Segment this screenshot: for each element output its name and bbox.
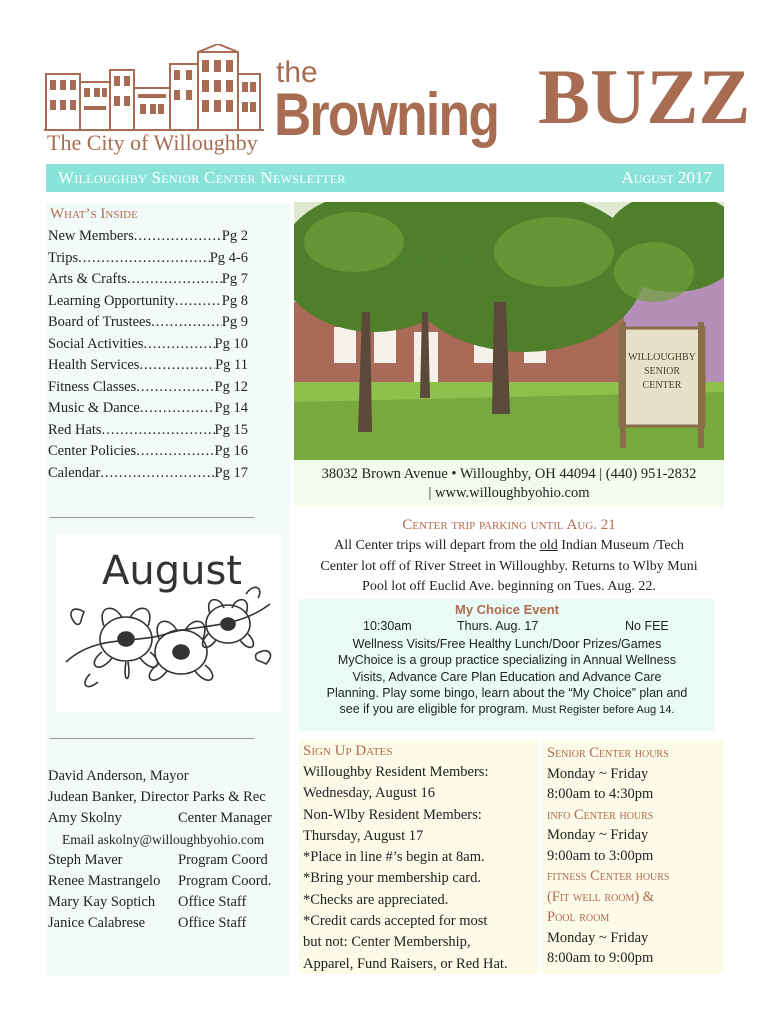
toc-item: [48, 334, 248, 356]
event-time: 10:30am: [363, 619, 412, 633]
center-hours-box: [542, 740, 724, 974]
address-box: [294, 460, 724, 506]
staff-name: Steph Maver: [48, 852, 123, 868]
sign-up-line: Thursday, August 17: [303, 827, 424, 844]
toc-title: Red Hats: [48, 421, 102, 438]
my-choice-title: My Choice Event: [454, 602, 560, 617]
staff-role: Office Staff: [178, 894, 247, 910]
trip-text: All Center trips will depart from the: [334, 538, 540, 553]
divider: [50, 738, 254, 739]
staff-email[interactable]: Email askolny@willoughbyohio.com: [62, 832, 265, 847]
toc-page: Pg 17: [214, 464, 248, 481]
toc-item: [48, 291, 248, 313]
choice-text: MyChoice is a group practice specializing in Annual Wellness: [337, 653, 677, 668]
choice-text: Planning. Play some bingo, learn about the “My Choice” plan and: [326, 685, 688, 700]
fitness-hours-heading: (Fit well room) &: [547, 888, 655, 905]
staff-row: [48, 892, 292, 913]
address-line: 38032 Brown Avenue • Willoughby, OH 44094 | (440) 951-2832: [321, 466, 697, 482]
staff-role: Program Coord: [178, 852, 268, 868]
toc-title: Social Activities: [48, 335, 144, 352]
staff-row: [48, 787, 292, 808]
hours-time: 9:00am to 3:00pm: [547, 847, 654, 864]
my-choice-event-box: [299, 599, 715, 731]
register-note: Must Register before Aug 14.: [532, 704, 675, 717]
sign-up-heading: Sign Up Dates: [303, 743, 393, 759]
trip-old-word: old: [539, 538, 558, 553]
toc-title: Music & Dance: [48, 400, 140, 416]
fitness-hours-heading: Pool room: [547, 909, 610, 925]
toc-item: [48, 463, 248, 485]
toc-title: Calendar: [48, 464, 101, 481]
trip-text: Indian Museum /Tech: [557, 538, 684, 553]
toc-item: [48, 377, 248, 399]
sign-up-line: Apparel, Fund Raisers, or Red Hat.: [303, 955, 508, 972]
toc-item: [48, 248, 248, 270]
website-link[interactable]: | www.willoughbyohio.com: [428, 485, 590, 501]
toc-title: Health Services: [48, 357, 140, 373]
senior-center-photo: [294, 202, 724, 460]
toc-title: New Members: [48, 228, 134, 244]
toc-page: Pg 14: [214, 400, 248, 416]
staff-row: [48, 766, 292, 787]
toc-page: Pg 12: [214, 378, 248, 395]
toc-title: Arts & Crafts: [48, 271, 127, 287]
trip-text: Pool lot off Euclid Ave. beginning on Tues. Aug. 22.: [362, 579, 656, 594]
sign-line-1: WILLOUGHBY: [628, 352, 696, 363]
fitness-hours-heading: fitness Center hours: [547, 868, 670, 884]
toc-title: Board of Trustees: [48, 314, 152, 330]
staff-row: [48, 913, 292, 934]
sign-up-line: *Credit cards accepted for most: [303, 913, 488, 930]
flowers-icon: [56, 534, 282, 712]
sign-up-line: *Bring your membership card.: [303, 870, 481, 887]
sign-up-dates-box: [299, 740, 539, 974]
toc-item: [48, 398, 248, 420]
choice-text: see if you are eligible for program.: [339, 702, 532, 717]
newsletter-date: August 2017: [621, 168, 712, 187]
toc-item: [48, 226, 248, 248]
left-column: [46, 204, 290, 976]
sign-up-line: *Checks are appreciated.: [303, 891, 449, 908]
sign-line-3: CENTER: [642, 380, 682, 391]
hours-time: 8:00am to 9:00pm: [547, 950, 654, 966]
toc-item: [48, 269, 248, 291]
senior-hours-heading: Senior Center hours: [547, 745, 669, 761]
sign-up-line: Non-Wlby Resident Members:: [303, 806, 482, 823]
toc-page: Pg 11: [215, 357, 248, 373]
toc-item: [48, 420, 248, 442]
table-of-contents: [48, 226, 248, 484]
toc-page: Pg 16: [214, 443, 248, 459]
trip-parking-heading: Center trip parking until Aug. 21: [402, 517, 616, 533]
hours-days: Monday ~ Friday: [547, 929, 649, 946]
toc-page: Pg 9: [221, 314, 248, 330]
toc-item: [48, 312, 248, 334]
divider: [50, 517, 254, 518]
event-date: Thurs. Aug. 17: [457, 619, 539, 633]
choice-text: Wellness Visits/Free Healthy Lunch/Door Prizes/Games: [352, 637, 662, 651]
choice-text: Visits, Advance Care Plan Education and Advance Care: [352, 669, 662, 684]
staff-row: [48, 871, 292, 892]
address-text: [294, 465, 724, 503]
sign-line-2: SENIOR: [643, 366, 681, 377]
staff-row: [48, 850, 292, 871]
toc-page: Pg 4-6: [209, 249, 248, 266]
staff-name: Amy Skolny: [48, 810, 122, 826]
event-fee: No FEE: [625, 619, 669, 633]
trip-parking-body: [300, 536, 718, 598]
staff-name: Mary Kay Soptich: [48, 894, 156, 910]
sign-up-lines: [303, 762, 508, 975]
staff-list: [48, 766, 292, 934]
masthead-the: the: [276, 56, 318, 89]
toc-page: Pg 8: [221, 292, 248, 309]
august-word: August: [102, 548, 242, 594]
toc-page: Pg 2: [221, 228, 248, 244]
newsletter-banner: [46, 164, 724, 192]
toc-item: [48, 355, 248, 377]
toc-page: Pg 7: [221, 271, 248, 287]
sign-up-line: Willoughby Resident Members:: [303, 764, 489, 780]
staff-role: Office Staff: [178, 915, 247, 931]
staff-role: Center Manager: [178, 810, 272, 826]
toc-page: Pg 15: [214, 421, 248, 438]
sign-up-line: but not: Center Membership,: [303, 934, 471, 951]
staff-name: Judean Banker, Director Parks & Rec: [48, 789, 266, 805]
staff-role: Program Coord.: [178, 873, 272, 889]
hours-lines: [547, 743, 670, 969]
whats-inside-heading: What’s Inside: [50, 206, 138, 222]
sign-up-line: *Place in line #’s begin at 8am.: [303, 849, 485, 866]
toc-page: Pg 10: [214, 335, 248, 352]
toc-title: Center Policies: [48, 443, 137, 459]
august-illustration: [56, 534, 282, 712]
masthead-browning: Browning: [274, 81, 499, 148]
trip-text: Center lot off of River Street in Willoughby. Returns to Wlby Muni: [320, 558, 698, 574]
my-choice-body: [303, 636, 711, 718]
toc-title: Learning Opportunity: [48, 292, 175, 309]
toc-title: Trips: [48, 249, 79, 266]
newsletter-title: Willoughby Senior Center Newsletter: [58, 168, 346, 187]
city-name: The City of Willoughby: [47, 130, 258, 155]
toc-item: [48, 441, 248, 463]
info-hours-heading: info Center hours: [547, 806, 654, 823]
hours-days: Monday ~ Friday: [547, 765, 649, 782]
sign-up-line: Wednesday, August 16: [303, 785, 436, 802]
staff-name: Janice Calabrese: [48, 915, 146, 931]
hours-days: Monday ~ Friday: [547, 827, 649, 843]
city-skyline-logo: [44, 44, 264, 134]
masthead-buzz: BUZZ: [538, 53, 751, 140]
staff-name: Renee Mastrangelo: [48, 873, 161, 889]
toc-title: Fitness Classes: [48, 378, 137, 395]
staff-name: David Anderson, Mayor: [48, 768, 189, 784]
hours-time: 8:00am to 4:30pm: [547, 786, 654, 802]
staff-row: [48, 808, 292, 829]
